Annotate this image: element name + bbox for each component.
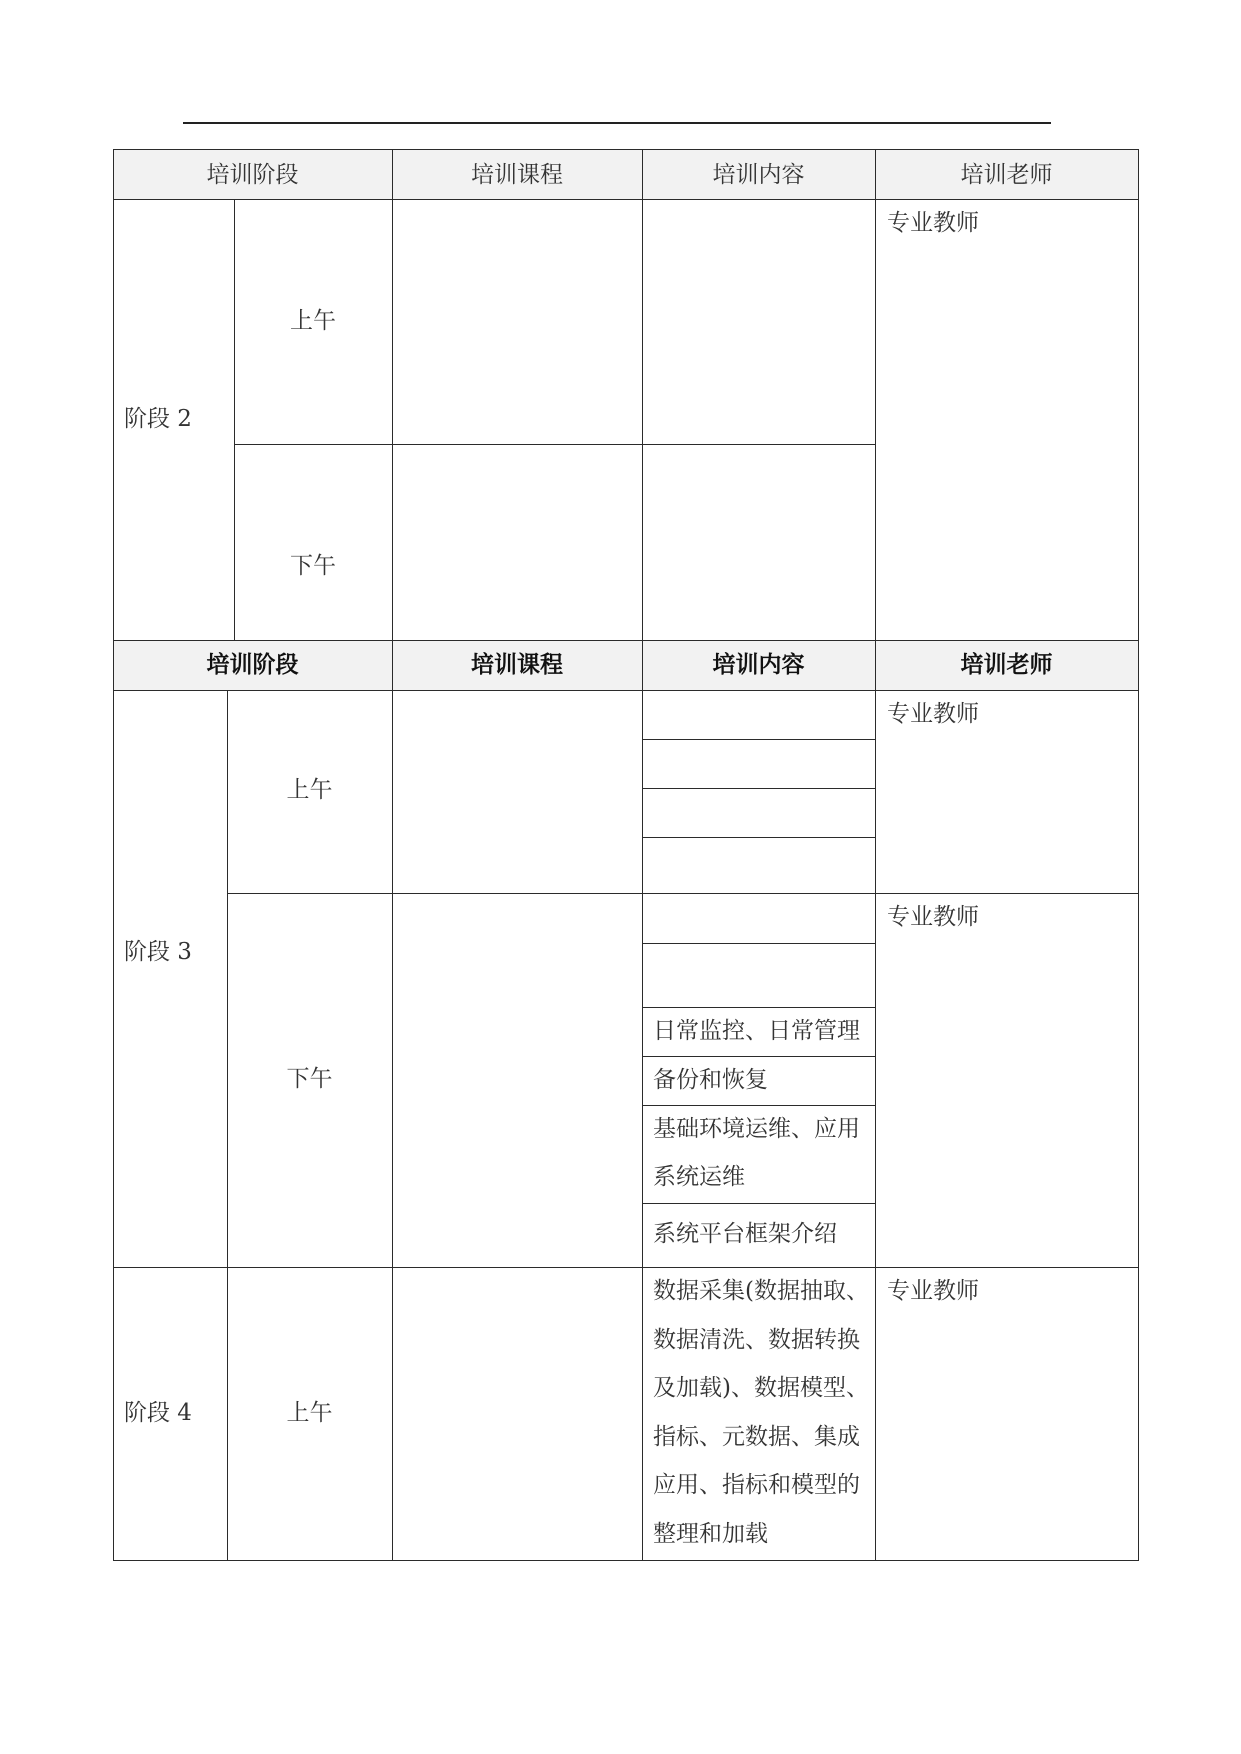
stage-3-morning: 上午 xyxy=(286,777,333,803)
stage-2-label: 阶段 2 xyxy=(124,406,192,432)
stage-4-content-line: 整理和加载 xyxy=(653,1520,768,1547)
header-stage: 培训阶段 xyxy=(206,162,299,188)
header-course-2: 培训课程 xyxy=(471,651,563,678)
stage-4-content-line: 数据清洗、数据转换 xyxy=(653,1326,860,1353)
stage-3-teacher-afternoon: 专业教师 xyxy=(887,904,979,930)
header-teacher-2: 培训老师 xyxy=(960,651,1053,678)
stage-4-label: 阶段 4 xyxy=(124,1400,192,1426)
stage-3-content-framework-intro: 系统平台框架介绍 xyxy=(653,1221,837,1247)
stage-4-content xyxy=(653,1267,878,1558)
stage-2-teacher: 专业教师 xyxy=(887,210,979,236)
header-content: 培训内容 xyxy=(712,162,805,188)
stage-4-content-line: 数据采集(数据抽取、 xyxy=(653,1278,869,1304)
stage-3-afternoon: 下午 xyxy=(286,1066,333,1092)
stage-4-content-line: 应用、指标和模型的 xyxy=(653,1472,860,1498)
stage-3-content-env-ops-cont: 系统运维 xyxy=(653,1164,745,1190)
stage-4-teacher: 专业教师 xyxy=(887,1278,979,1304)
header-course: 培训课程 xyxy=(471,162,563,188)
stage-4-content-line: 指标、元数据、集成 xyxy=(653,1423,860,1450)
stage-3-label: 阶段 3 xyxy=(124,939,192,965)
header-stage-2: 培训阶段 xyxy=(206,651,299,678)
stage-2-morning: 上午 xyxy=(290,308,336,334)
stage-3-content-env-ops: 基础环境运维、应用 xyxy=(653,1116,860,1142)
stage-4-morning: 上午 xyxy=(286,1400,333,1426)
header-teacher: 培训老师 xyxy=(960,162,1053,188)
stage-4-content-line: 及加载)、数据模型、 xyxy=(653,1375,869,1401)
stage-3-teacher-morning: 专业教师 xyxy=(887,701,979,727)
stage-2-afternoon: 下午 xyxy=(290,553,336,579)
stage-3-content-daily-monitoring: 日常监控、日常管理 xyxy=(653,1018,860,1044)
header-content-2: 培训内容 xyxy=(712,651,805,678)
stage-3-content-backup-recovery: 备份和恢复 xyxy=(653,1067,768,1093)
